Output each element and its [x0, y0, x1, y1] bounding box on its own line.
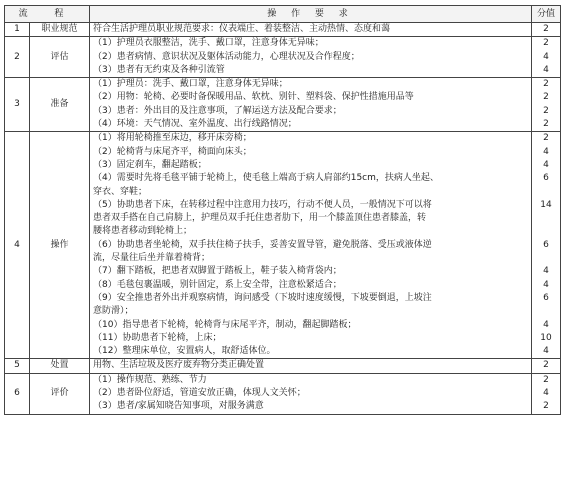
requirement-line: （9）安全推患者外出并观察病情，询问感受（下坡时速度缓慢，下坡要倒退，上坡注: [93, 292, 432, 303]
rubric-body: [5, 23, 561, 415]
score-cell: [532, 132, 561, 359]
score-value: 4: [543, 388, 549, 399]
row-index: 3: [5, 78, 30, 132]
operation-rubric-table: [4, 5, 561, 415]
requirement-line: （3）患者有无约束及各种引流管: [93, 64, 225, 75]
score-value: 2: [543, 38, 549, 49]
score-cell: [532, 23, 561, 37]
requirement-line: （8）毛毯包裹温暖，别针固定，系上安全带，注意松紧适合；: [93, 279, 342, 290]
requirement-line: （6）协助患者坐轮椅，双手扶住椅子扶手，妥善安置导管，避免脱落、受压或液体逆: [93, 239, 432, 250]
step-name: 评估: [30, 37, 90, 78]
step-name: 职业规范: [30, 23, 90, 37]
row-index: 2: [5, 37, 30, 78]
requirement-line: （3）患者/家属知晓告知事项，对服务满意: [93, 401, 264, 412]
requirement-line: 穿衣、穿鞋；: [93, 186, 148, 197]
requirements-cell: [90, 359, 532, 373]
requirement-line: （3）固定刹车，翻起踏板；: [93, 159, 207, 170]
requirement-line: （4）环境：天气情况、室外温度、出行线路情况；: [93, 119, 297, 130]
row-index: 5: [5, 359, 30, 373]
score-spacer: [535, 186, 557, 199]
score-value: 2: [543, 119, 549, 130]
score-cell: [532, 37, 561, 78]
step-name: 处置: [30, 359, 90, 373]
requirement-line: （2）患者病情、意识状况及躯体活动能力，心理状况及合作程度；: [93, 51, 360, 62]
requirements-cell: [90, 37, 532, 78]
score-value: 2: [543, 133, 549, 144]
step-name: 操作: [30, 132, 90, 359]
score-value: 2: [543, 79, 549, 90]
requirement-line: （2）患者卧位舒适，管道安放正确，体现人文关怀；: [93, 388, 306, 399]
requirement-line: 用物、生活垃圾及医疗废弃物分类正确处置: [93, 360, 265, 371]
score-value: 2: [543, 360, 549, 371]
header-step: 流 程: [5, 6, 90, 23]
requirement-line: （2）轮椅背与床尾齐平，椅面向床头；: [93, 146, 252, 157]
requirement-line: （4）需要时先将毛毯平铺于轮椅上，使毛毯上端高于病人肩部约15cm，扶病人坐起、: [93, 173, 439, 184]
requirement-line: （1）护理员：洗手、戴口罩，注意身体无异味；: [93, 79, 288, 90]
score-value: 4: [543, 51, 549, 62]
requirement-line: （1）护理员衣服整洁，洗手、戴口罩，注意身体无异味；: [93, 38, 324, 49]
score-value: 6: [543, 239, 549, 250]
requirement-line: 符合生活护理员职业规范要求：仪表端庄、着装整洁、主动热情、态度和蔼: [93, 24, 391, 34]
score-value: 6: [543, 292, 549, 303]
table-row: [5, 132, 561, 359]
table-row: [5, 37, 561, 78]
score-value: 4: [543, 64, 549, 75]
requirement-line: （5）协助患者下床，在转移过程中注意用力技巧，行动不便人员，一般情况下可以将: [93, 199, 432, 210]
requirement-line: （12）整理床单位，安置病人，取舒适体位。: [93, 346, 276, 357]
header-requirements: 操 作 要 求: [90, 6, 532, 23]
score-cell: [532, 78, 561, 132]
requirement-line: （3）患者：外出目的及注意事项，了解运送方法及配合要求；: [93, 105, 342, 116]
requirement-line: （1）将用轮椅推至床边，移开床旁椅；: [93, 133, 252, 144]
requirement-line: 流，尽量往后坐并靠着椅背；: [93, 253, 211, 264]
requirement-line: （10）指导患者下轮椅，轮椅背与床尾平齐，制动，翻起脚踏板；: [93, 319, 357, 330]
requirement-line: （11）协助患者下轮椅，上床；: [93, 332, 222, 343]
score-value: 2: [543, 24, 549, 34]
table-header-row: [5, 6, 561, 23]
score-value: 4: [543, 159, 549, 170]
requirements-cell: [90, 23, 532, 37]
score-cell: [532, 373, 561, 414]
table-row: [5, 78, 561, 132]
score-value: 4: [543, 319, 549, 330]
table-row: [5, 359, 561, 373]
score-value: 4: [543, 266, 549, 277]
step-name: 准备: [30, 78, 90, 132]
score-spacer: [535, 305, 557, 318]
score-value: 2: [543, 105, 549, 116]
row-index: 1: [5, 23, 30, 37]
header-score: 分值: [532, 6, 561, 23]
score-cell: [532, 359, 561, 373]
step-name: 评价: [30, 373, 90, 414]
requirements-cell: [90, 373, 532, 414]
row-index: 4: [5, 132, 30, 359]
table-row: [5, 373, 561, 414]
requirement-line: （2）用物：轮椅、必要时备保暖用品、软枕、别针、塑料袋、保护性措施用品等: [93, 92, 414, 103]
requirements-cell: [90, 78, 532, 132]
score-spacer: [535, 252, 557, 265]
score-value: 6: [543, 173, 549, 184]
requirement-line: （7）翻下踏板，把患者双脚置于踏板上，鞋子装入椅背袋内；: [93, 266, 342, 277]
requirements-cell: [90, 132, 532, 359]
score-value: 10: [540, 332, 552, 343]
score-value: 2: [543, 401, 549, 412]
score-value: 2: [543, 374, 549, 385]
score-value: 14: [540, 199, 552, 210]
score-spacer: [535, 225, 557, 238]
table-row: [5, 23, 561, 37]
requirement-line: 患者双手搭在自己肩膀上，护理员双手托住患者肋下，用一个膝盖顶住患者膝盖，转: [93, 213, 427, 224]
requirement-line: 意防滑）；: [93, 306, 134, 317]
score-spacer: [535, 212, 557, 225]
requirement-line: （1）操作规范、熟练、节力: [93, 374, 207, 385]
score-value: 4: [543, 346, 549, 357]
score-value: 4: [543, 279, 549, 290]
requirement-line: 腰将患者移动到轮椅上；: [93, 226, 193, 237]
score-value: 2: [543, 92, 549, 103]
score-value: 4: [543, 146, 549, 157]
row-index: 6: [5, 373, 30, 414]
